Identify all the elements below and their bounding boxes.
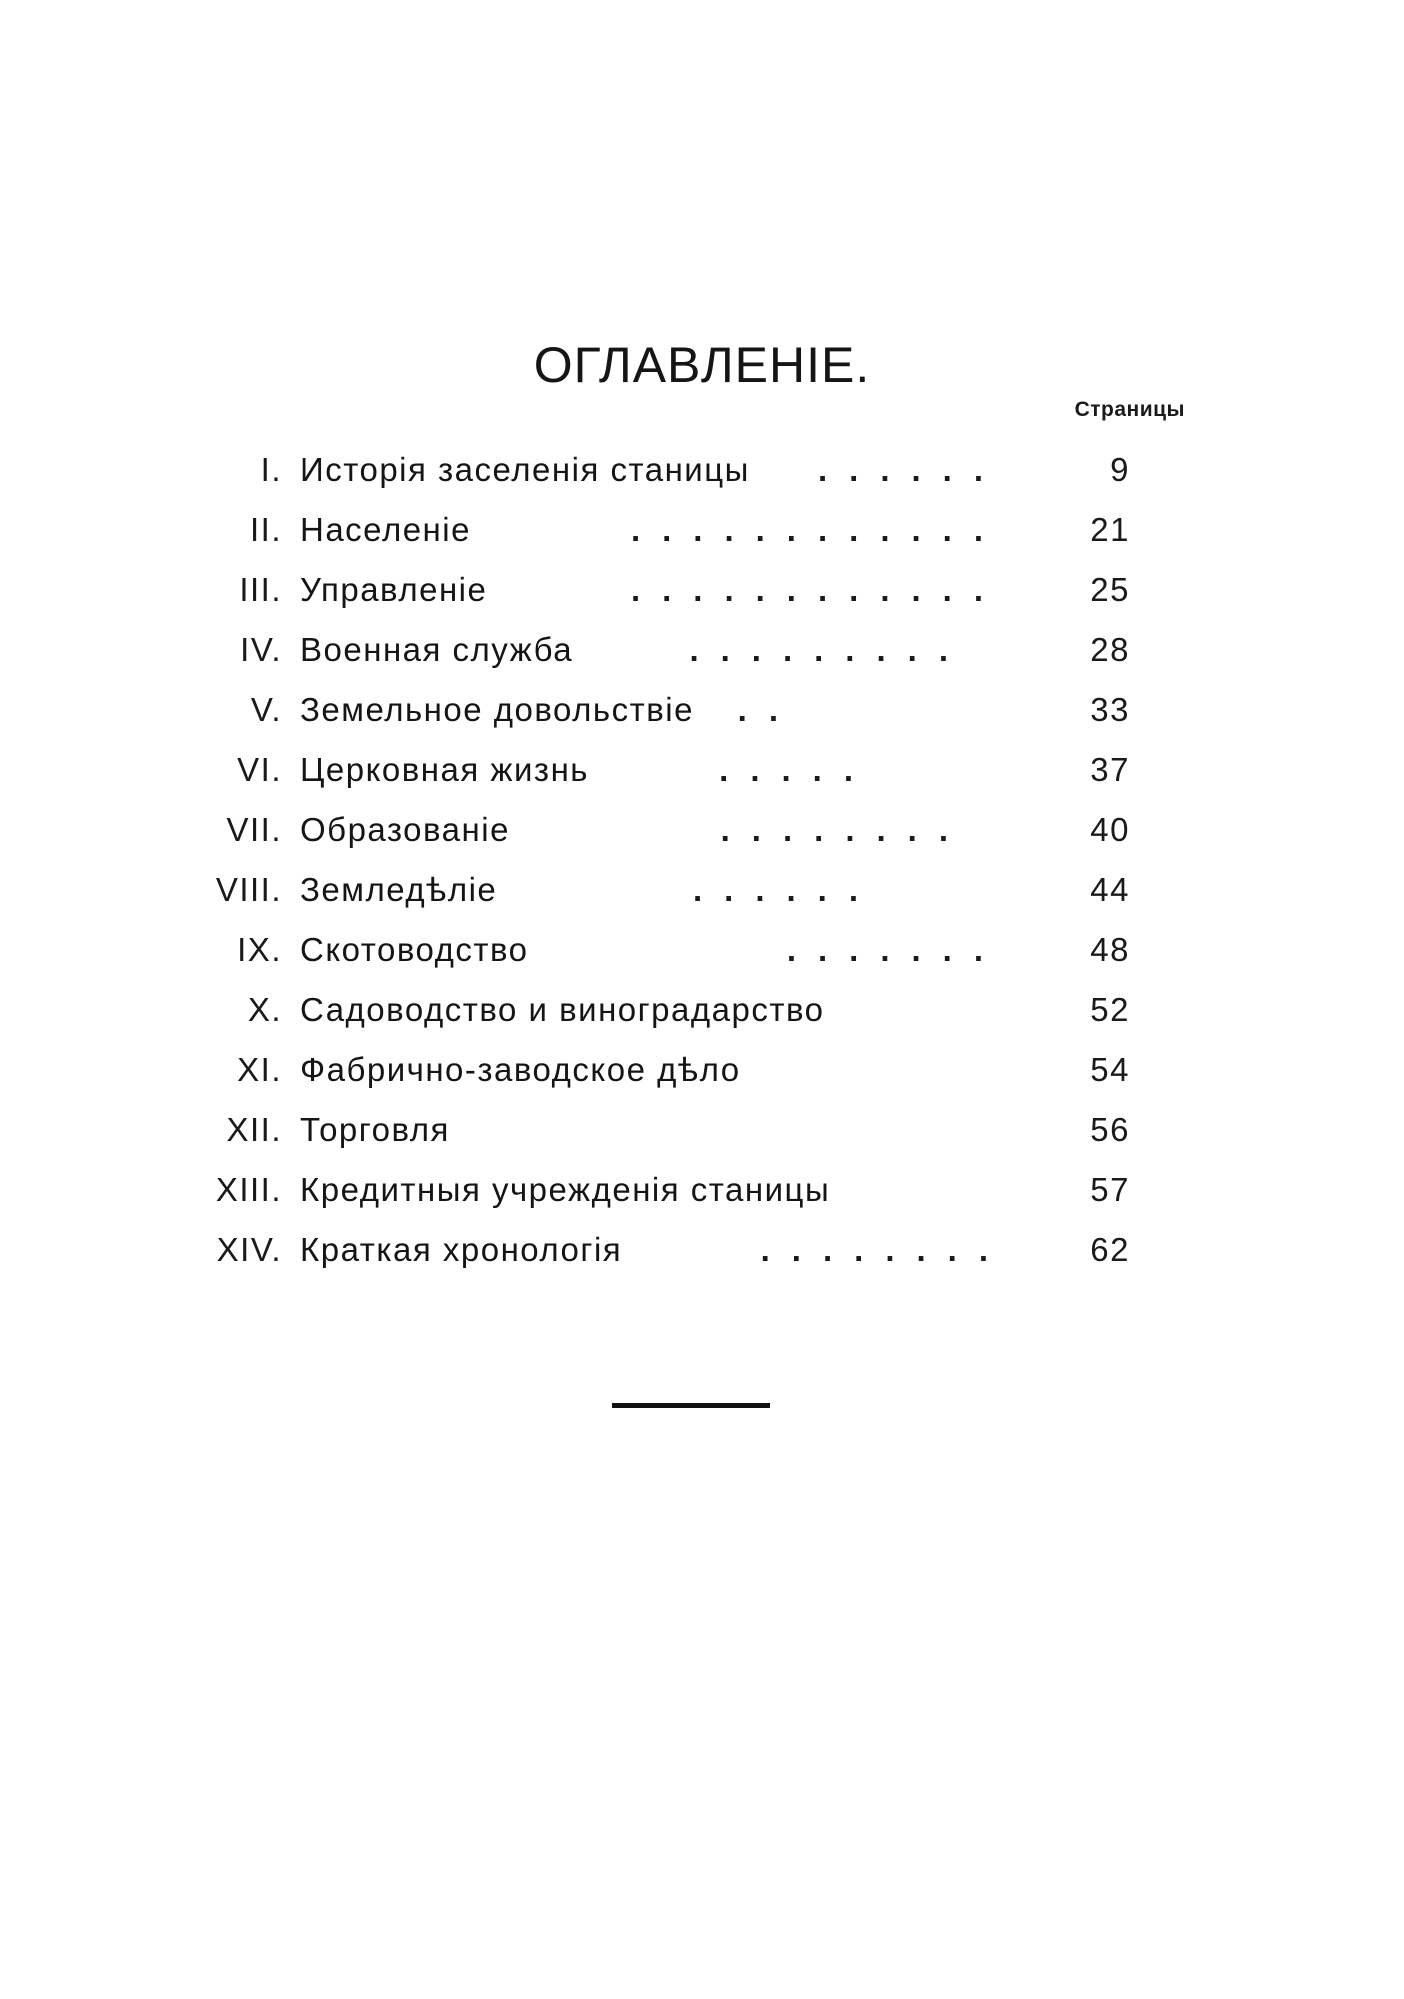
chapter-title: Садоводство и виноградарство <box>300 991 825 1028</box>
chapter-numeral: VIII. <box>215 871 282 908</box>
toc-entry <box>0 800 1404 860</box>
chapter-numeral: IV. <box>240 631 282 668</box>
chapter-numeral: XIII. <box>215 1171 282 1208</box>
chapter-title: Кредитныя учрежденія станицы <box>300 1171 831 1208</box>
chapter-numeral: IX. <box>237 931 282 968</box>
page-number: 21 <box>1090 511 1130 548</box>
toc-entry <box>0 1220 1404 1280</box>
dot-leader: ...... <box>692 871 880 908</box>
toc-entry <box>0 560 1404 620</box>
chapter-title: Управленіе <box>300 571 488 608</box>
dot-leader: ..... <box>719 751 875 788</box>
dot-leader: ............ <box>630 511 1005 548</box>
chapter-numeral: VII. <box>226 811 282 848</box>
toc-entry <box>0 620 1404 680</box>
page-number: 37 <box>1090 751 1130 788</box>
chapter-numeral: I. <box>260 451 282 488</box>
page-number: 62 <box>1090 1231 1130 1268</box>
toc-entry <box>0 980 1404 1040</box>
dot-leader: ............ <box>630 571 1005 608</box>
toc-entry <box>0 1040 1404 1100</box>
page-number: 44 <box>1090 871 1130 908</box>
page-number: 9 <box>1110 451 1130 488</box>
toc-entry <box>0 680 1404 740</box>
dot-leader: ....... <box>786 931 1005 968</box>
chapter-numeral: VI. <box>237 751 282 788</box>
page-number: 48 <box>1090 931 1130 968</box>
page-number: 33 <box>1090 691 1130 728</box>
dot-leader: ......... <box>689 631 970 668</box>
toc-entry <box>0 440 1404 500</box>
chapter-title: Земельное довольствіе <box>300 691 694 728</box>
toc-entry <box>0 500 1404 560</box>
pages-column-header: Страницы <box>1074 398 1185 421</box>
page-number: 54 <box>1090 1051 1130 1088</box>
chapter-title: Торговля <box>300 1111 450 1148</box>
toc-entry <box>0 920 1404 980</box>
chapter-title: Военная служба <box>300 631 574 668</box>
page-number: 52 <box>1090 991 1130 1028</box>
page-number: 56 <box>1090 1111 1130 1148</box>
chapter-title: Населеніе <box>300 511 471 548</box>
chapter-numeral: XII. <box>226 1111 282 1148</box>
page-number: 40 <box>1090 811 1130 848</box>
toc-entry <box>0 1160 1404 1220</box>
page-number: 57 <box>1090 1171 1130 1208</box>
chapter-numeral: II. <box>249 511 282 548</box>
page-number: 25 <box>1090 571 1130 608</box>
chapter-numeral: XIV. <box>216 1231 282 1268</box>
toc-entry <box>0 1100 1404 1160</box>
chapter-numeral: X. <box>247 991 282 1028</box>
dot-leader: ........ <box>720 811 970 848</box>
dot-leader: ........ <box>760 1231 1010 1268</box>
chapter-title: Фабрично-заводское дѣло <box>300 1051 741 1088</box>
toc-entry <box>0 740 1404 800</box>
chapter-title: Образованіе <box>300 811 510 848</box>
dot-leader: ...... <box>817 451 1005 488</box>
closing-rule <box>612 1403 770 1408</box>
chapter-title: Исторія заселенія станицы <box>300 451 750 488</box>
chapter-title: Скотоводство <box>300 931 529 968</box>
chapter-title: Земледѣліе <box>300 871 498 908</box>
page-title: ОГЛАВЛЕНІЕ. <box>533 337 871 393</box>
chapter-title: Краткая хронологія <box>300 1231 623 1268</box>
page-number: 28 <box>1090 631 1130 668</box>
chapter-numeral: III. <box>239 571 282 608</box>
dot-leader: .. <box>737 691 800 728</box>
toc-entry <box>0 860 1404 920</box>
chapter-numeral: V. <box>250 691 282 728</box>
chapter-title: Церковная жизнь <box>300 751 589 788</box>
chapter-numeral: XI. <box>237 1051 282 1088</box>
